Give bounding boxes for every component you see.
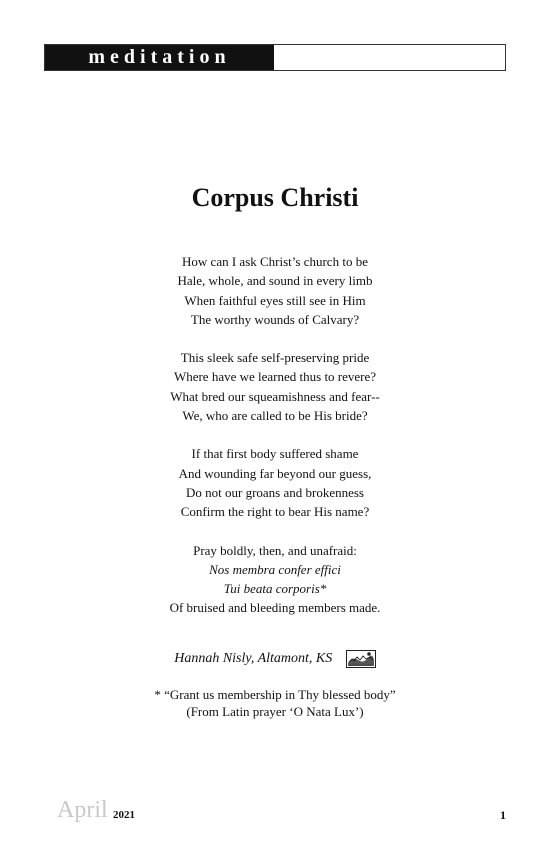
- stanza-2: [0, 348, 550, 425]
- poem-line: The worthy wounds of Calvary?: [190, 311, 360, 327]
- poem-line: And wounding far beyond our guess,: [178, 465, 372, 481]
- poem-line: Pray boldly, then, and unafraid:: [193, 542, 357, 558]
- author-signature: [0, 650, 550, 668]
- section-label: meditation: [45, 45, 274, 70]
- poem-line: When faithful eyes still see in Him: [184, 292, 366, 308]
- stanza-4: [0, 541, 550, 618]
- author-name: Hannah Nisly, Altamont, KS: [174, 651, 333, 667]
- footnote-translation: * “Grant us membership in Thy blessed body”: [154, 687, 396, 702]
- poem-line-latin: Nos membra confer effici: [209, 561, 341, 577]
- poem-line: Hale, whole, and sound in every limb: [177, 273, 373, 289]
- footer-year: 2021: [113, 809, 135, 821]
- poem-line: Do not our groans and brokenness: [186, 484, 364, 500]
- poem-line: We, who are called to be His bride?: [182, 408, 368, 424]
- section-header-bar: [44, 44, 506, 71]
- poem-line: Confirm the right to bear His name?: [180, 504, 370, 520]
- poem-line-latin: Tui beata corporis*: [223, 581, 327, 597]
- poem-line: Of bruised and bleeding members made.: [169, 600, 381, 616]
- poem-body: [0, 252, 550, 637]
- poem-title: Corpus Christi: [191, 183, 359, 212]
- stanza-3: [0, 444, 550, 521]
- poem-line: What bred our squeamishness and fear--: [170, 388, 380, 404]
- stanza-1: [0, 252, 550, 329]
- poem-line: If that first body suffered shame: [191, 446, 359, 462]
- section-header-blank: [274, 45, 505, 70]
- poem-line: This sleek safe self-preserving pride: [180, 350, 370, 366]
- poem-line: Where have we learned thus to revere?: [173, 369, 377, 385]
- page-number: 1: [500, 808, 506, 822]
- footnote-source: (From Latin prayer ‘O Nata Lux’): [186, 704, 364, 719]
- poem-line: How can I ask Christ’s church to be: [182, 254, 368, 269]
- landscape-logo-icon: [346, 650, 376, 668]
- footnote: [0, 686, 550, 720]
- footer-month: April: [57, 797, 108, 823]
